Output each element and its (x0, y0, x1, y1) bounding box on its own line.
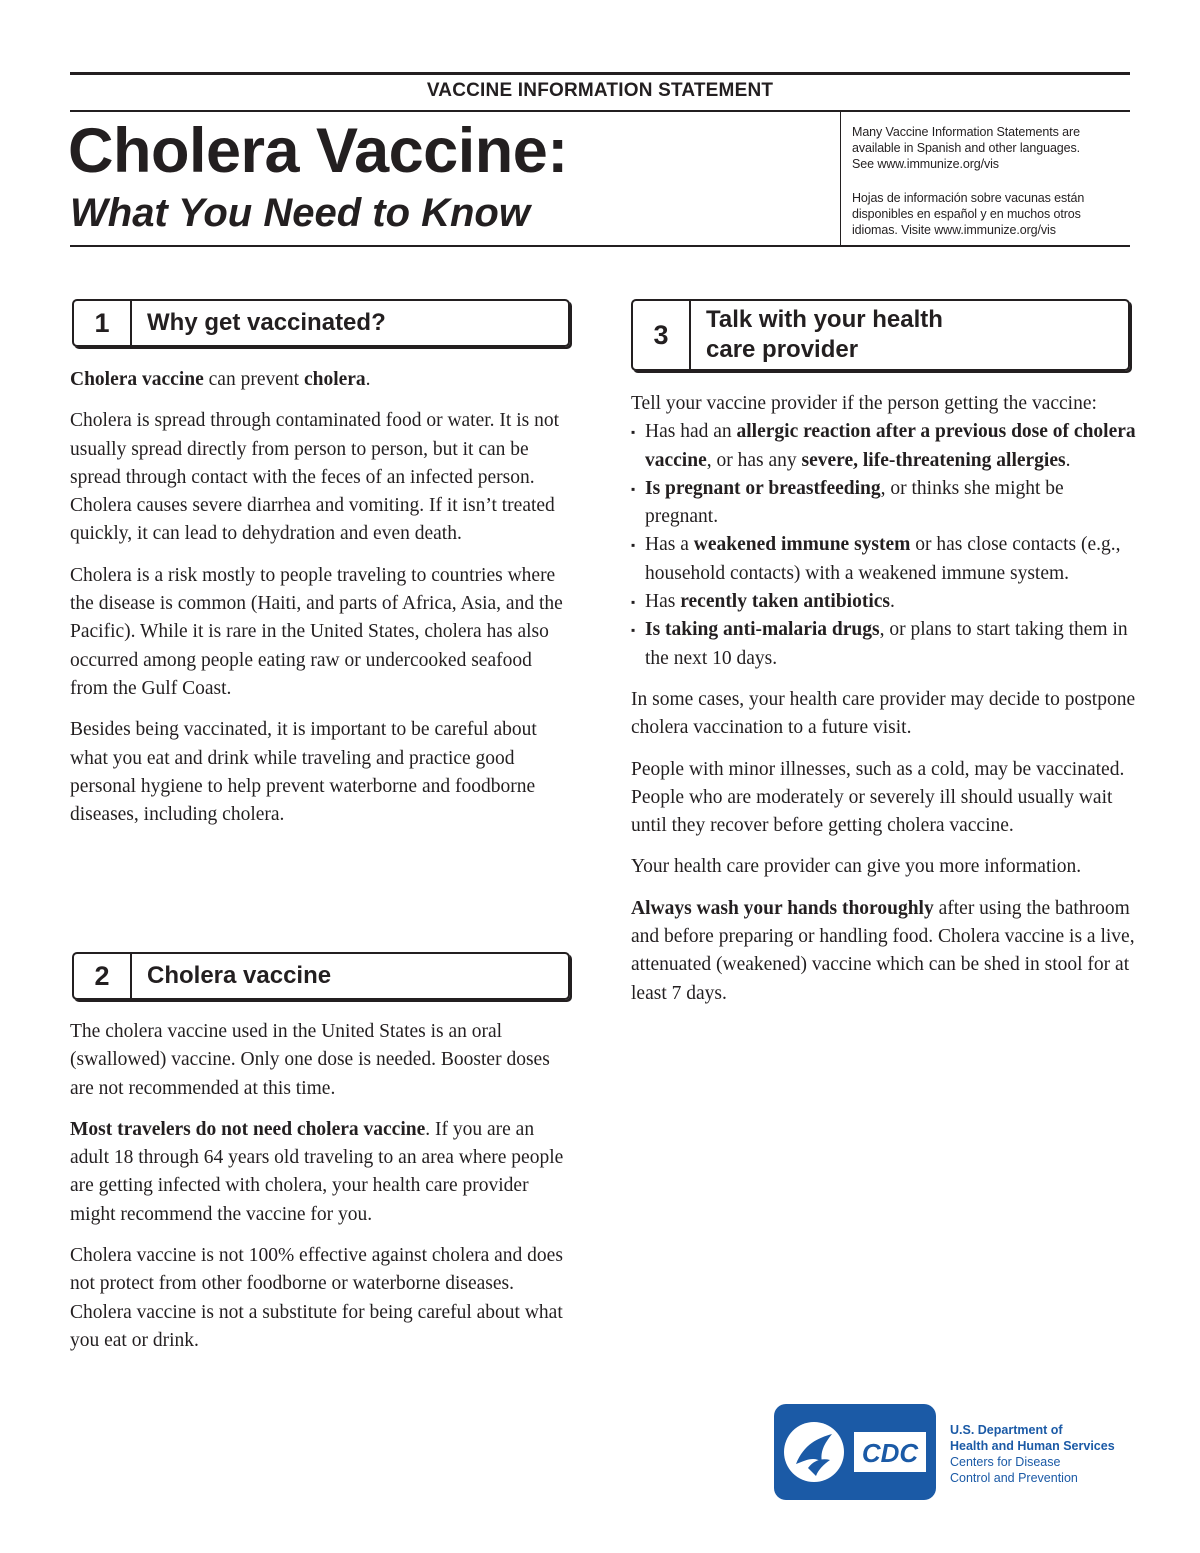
paragraph: Cholera vaccine is not 100% effective against cholera and does not protect from other foodborne or waterborne diseases. Cholera vaccine is not a substitute for being careful about what you eat or drink. (70, 1245, 563, 1351)
header-middle-rule (70, 110, 1130, 112)
paragraph: In some cases, your health care provider may decide to postpone cholera vaccination to a future visit. (631, 688, 1136, 739)
paragraph: People with minor illnesses, such as a cold, may be vaccinated. People who are moderately or severely ill should usually wait until they recover before getting cholera vaccine. (631, 758, 1125, 837)
section-1-body (70, 366, 570, 842)
paragraph: Cholera is a risk mostly to people traveling to countries where the disease is common (Haiti, and parts of Africa, Asia, and the Pacific). While it is rare in the United States, cholera has also occurred among people eating raw or undercooked seafood from the Gulf Coast. (70, 564, 563, 699)
page-title: Cholera Vaccine: (68, 116, 568, 186)
paragraph: Cholera vaccine can prevent cholera. (70, 369, 371, 390)
section-3-header (631, 299, 1130, 371)
section-number: 2 (74, 954, 132, 998)
header-divider (840, 112, 841, 245)
header-bottom-rule (70, 245, 1130, 247)
list-item: ▪ Is taking anti-malaria drugs, or plans to start taking them in the next 10 days. (631, 616, 1136, 673)
section-2-header (72, 952, 570, 1000)
list-item: ▪ Has had an allergic reaction after a previous dose of cholera vaccine, or has any severe, life-threatening allergies. (631, 418, 1136, 475)
list-item: ▪ Has recently taken antibiotics. (631, 588, 1136, 616)
list-item: ▪ Has a weakened immune system or has close contacts (e.g., household contacts) with a weakened immune system. (631, 531, 1136, 588)
paragraph: Cholera is spread through contaminated food or water. It is not usually spread directly from person to person, but it can be spread through contact with the feces of an infected person. Cholera causes severe diarrhea and vomiting. If it isn’t treated quickly, it can lead to dehydration and even death. (70, 410, 560, 545)
paragraph: The cholera vaccine used in the United States is an oral (swallowed) vaccine. Only one dose is needed. Booster doses are not recommended at this time. (70, 1021, 550, 1099)
list-item: ▪ Is pregnant or breastfeeding, or thinks she might be pregnant. (631, 475, 1136, 532)
paragraph: Most travelers do not need cholera vaccine. If you are an adult 18 through 64 years old traveling to an area where people are getting infected with cholera, your health care provider might recommend the vaccine for you. (70, 1118, 564, 1225)
section-3-body (631, 390, 1136, 1021)
bullet-list (631, 418, 1136, 673)
agency-name: U.S. Department of Health and Human Services Centers for Disease Control and Prevention (950, 1423, 1115, 1485)
section-title: Talk with your health care provider (706, 306, 943, 363)
document-type-label: VACCINE INFORMATION STATEMENT (426, 80, 774, 101)
language-note-english: Many Vaccine Information Statements are available in Spanish and other languages. See www.immunize.org/vis (852, 125, 1081, 171)
page-subtitle: What You Need to Know (70, 191, 530, 235)
section-number: 3 (633, 301, 691, 369)
cdc-wordmark: CDC (861, 1438, 919, 1468)
paragraph: Your health care provider can give you more information. (631, 856, 1082, 878)
section-number: 1 (74, 301, 132, 345)
header-top-rule (70, 72, 1130, 75)
section-title: Why get vaccinated? (147, 309, 386, 336)
paragraph: Always wash your hands thoroughly after using the bathroom and before preparing or handling food. Cholera vaccine is a live, attenuated (weakened) vaccine which can be shed in stool for at least 7 days. (631, 897, 1135, 1004)
section-title: Cholera vaccine (147, 962, 332, 989)
paragraph: Tell your vaccine provider if the person getting the vaccine: (631, 393, 1097, 414)
paragraph: Besides being vaccinated, it is important to be careful about what you eat and drink while traveling and practice good personal hygiene to help prevent waterborne and foodborne diseases, including cholera. (70, 719, 537, 826)
hhs-cdc-logo (774, 1404, 936, 1500)
section-1-header (72, 299, 570, 347)
language-note-spanish: Hojas de información sobre vacunas están disponibles en español y en muchos otros idiomas. Visite www.immunize.org/vis (852, 191, 1085, 237)
section-2-body (70, 1018, 570, 1368)
